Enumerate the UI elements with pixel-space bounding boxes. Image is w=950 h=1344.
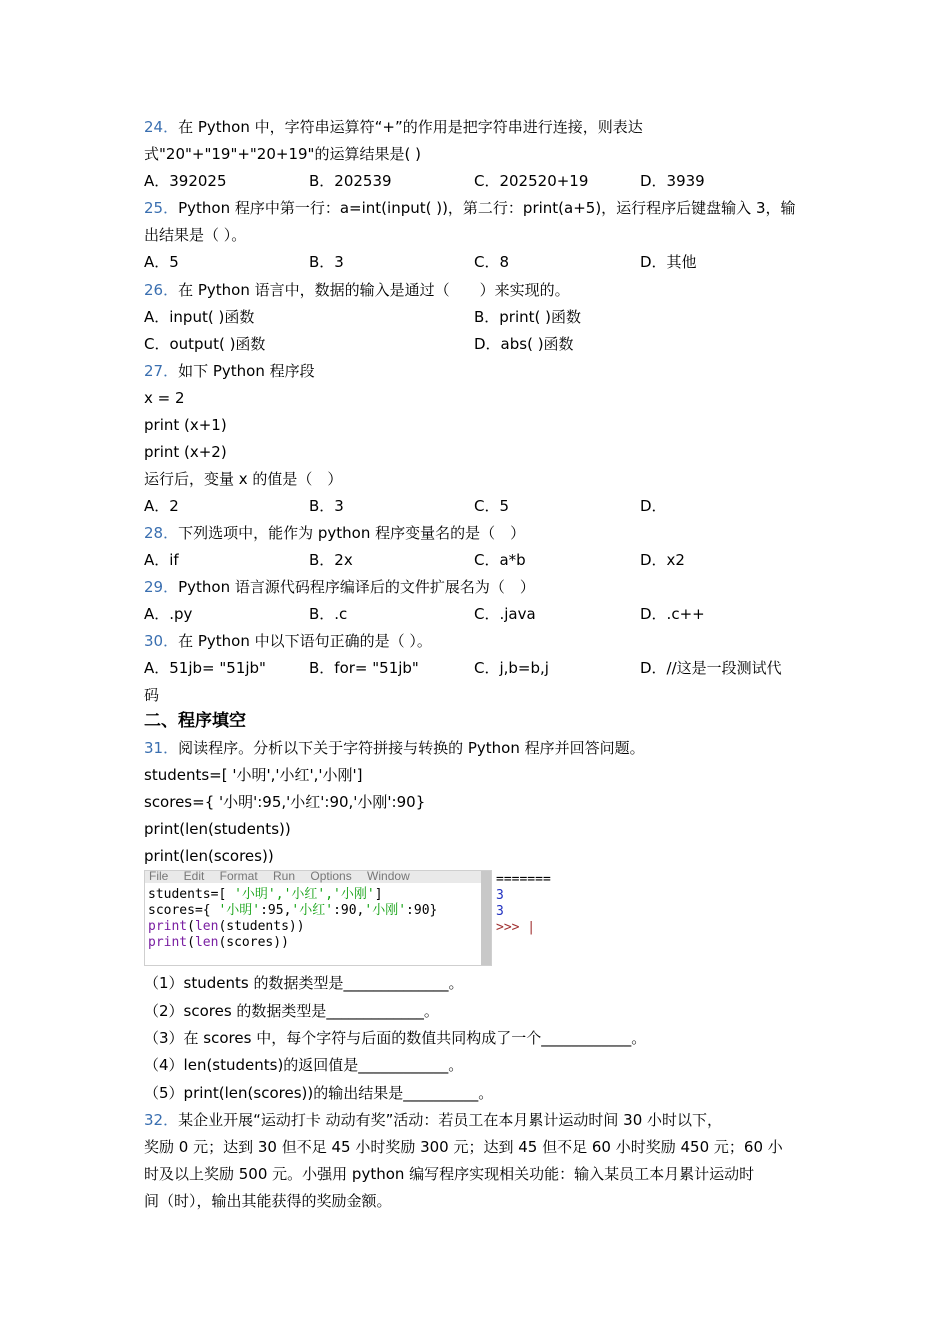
q32-stem-line3: 时及以上奖励 500 元。小强用 python 编写程序实现相关功能：输入某员工本月累计运动时 — [144, 1165, 755, 1183]
q28-option-a: A．if — [144, 551, 179, 569]
q31-blank-2: （2）scores 的数据类型是_____________。 — [144, 1002, 439, 1020]
q29-option-c: C．.java — [474, 605, 536, 623]
q30-stem: 30．在 Python 中以下语句正确的是（ ）。 — [144, 632, 432, 650]
q25-option-a: A．5 — [144, 253, 179, 271]
q27-option-b: B．3 — [309, 497, 344, 515]
q30-option-d-wrap: 码 — [144, 686, 160, 704]
idle-code-line: students=[ '小明','小红','小刚'] — [148, 887, 383, 902]
q25-stem-line1: 25．Python 程序中第一行：a=int(input( ))，第二行：print(a+5)，运行程序后键盘输入 3，输 — [144, 199, 796, 217]
q31-blank-3: （3）在 scores 中，每个字符与后面的数值共同构成了一个____________。 — [144, 1029, 647, 1047]
shell-output-line: 3 — [496, 904, 504, 919]
q27-stem-line2: 运行后，变量 x 的值是（ ） — [144, 470, 343, 488]
q27-code-line: print (x+1) — [144, 416, 227, 434]
q30-option-b: B．for= "51jb" — [309, 659, 419, 677]
q24-option-c: C．202520+19 — [474, 172, 589, 190]
q30-number: 30． — [144, 632, 179, 650]
q25-option-d: D．其他 — [640, 253, 697, 271]
q24-stem-line2: 式"20"+"19"+"20+19"的运算结果是( ) — [144, 145, 421, 163]
q31-blank-4: （4）len(students)的返回值是____________。 — [144, 1056, 464, 1074]
idle-scrollbar — [481, 871, 491, 965]
idle-shell-output — [496, 872, 566, 962]
q28-option-c: C．a*b — [474, 551, 526, 569]
q31-stem: 31．阅读程序。分析以下关于字符拼接与转换的 Python 程序并回答问题。 — [144, 739, 645, 757]
q30-option-a: A．51jb= "51jb" — [144, 659, 266, 677]
q32-stem-line1: 32．某企业开展“运动打卡 动动有奖”活动：若员工在本月累计运动时间 30 小时以下， — [144, 1111, 723, 1129]
idle-code-line: scores={ '小明':95,'小红':90,'小刚':90} — [148, 903, 438, 918]
q30-option-d: D．//这是一段测试代 — [640, 659, 782, 677]
q24-number: 24． — [144, 118, 179, 136]
q24-option-a: A．392025 — [144, 172, 227, 190]
q26-option-c: C．output( )函数 — [144, 335, 266, 353]
q30-option-c: C．j,b=b,j — [474, 659, 549, 677]
q32-stem-line2: 奖励 0 元；达到 30 但不足 45 小时奖励 300 元；达到 45 但不足 60 小时奖励 450 元；60 小 — [144, 1138, 783, 1156]
q27-code-line: print (x+2) — [144, 443, 227, 461]
q29-number: 29． — [144, 578, 179, 596]
idle-menu-bar: File Edit Format Run Options Window — [145, 871, 491, 883]
q26-option-d: D．abs( )函数 — [474, 335, 574, 353]
idle-code-area — [145, 883, 491, 951]
q31-blank-1: （1）students 的数据类型是______________。 — [144, 974, 464, 992]
q26-number: 26． — [144, 281, 179, 299]
section-heading: 二、程序填空 — [144, 711, 246, 731]
q26-stem: 26．在 Python 语言中，数据的输入是通过（ ）来实现的。 — [144, 281, 570, 299]
q31-number: 31． — [144, 739, 179, 757]
q31-code-line: print(len(scores)) — [144, 847, 274, 865]
q27-number: 27． — [144, 362, 179, 380]
q31-blank-5: （5）print(len(scores))的输出结果是__________。 — [144, 1084, 494, 1102]
q31-code-line: students=[ '小明','小红','小刚'] — [144, 766, 363, 784]
q28-option-d: D．x2 — [640, 551, 685, 569]
q29-option-b: B．.c — [309, 605, 348, 623]
idle-code-line: print(len(students)) — [148, 919, 305, 934]
q27-stem: 27．如下 Python 程序段 — [144, 362, 315, 380]
q29-stem: 29．Python 语言源代码程序编译后的文件扩展名为（ ） — [144, 578, 535, 596]
q27-option-d: D． — [640, 497, 667, 515]
q26-option-b: B．print( )函数 — [474, 308, 582, 326]
q25-stem-line2: 出结果是（ ）。 — [144, 226, 247, 244]
q32-number: 32． — [144, 1111, 179, 1129]
q27-option-a: A．2 — [144, 497, 179, 515]
q24-option-d: D．3939 — [640, 172, 705, 190]
q25-option-b: B．3 — [309, 253, 344, 271]
q29-option-a: A．.py — [144, 605, 193, 623]
q27-option-c: C．5 — [474, 497, 510, 515]
idle-editor-screenshot — [144, 870, 492, 966]
q26-option-a: A．input( )函数 — [144, 308, 255, 326]
shell-prompt: >>> | — [496, 920, 536, 935]
q28-number: 28． — [144, 524, 179, 542]
q28-option-b: B．2x — [309, 551, 353, 569]
q27-code-line: x = 2 — [144, 389, 185, 407]
shell-output-line: 3 — [496, 888, 504, 903]
q25-option-c: C．8 — [474, 253, 510, 271]
q29-option-d: D．.c++ — [640, 605, 705, 623]
q31-code-line: scores={ '小明':95,'小红':90,'小刚':90} — [144, 793, 426, 811]
shell-separator: ======= — [496, 872, 551, 887]
q24-stem-line1: 24．在 Python 中，字符串运算符“+”的作用是把字符串进行连接，则表达 — [144, 118, 643, 136]
q31-code-line: print(len(students)) — [144, 820, 291, 838]
q28-stem: 28．下列选项中，能作为 python 程序变量名的是（ ） — [144, 524, 526, 542]
q25-number: 25． — [144, 199, 179, 217]
q32-stem-line4: 间（时），输出其能获得的奖励金额。 — [144, 1192, 392, 1210]
idle-code-line: print(len(scores)) — [148, 935, 289, 950]
q24-option-b: B．202539 — [309, 172, 392, 190]
